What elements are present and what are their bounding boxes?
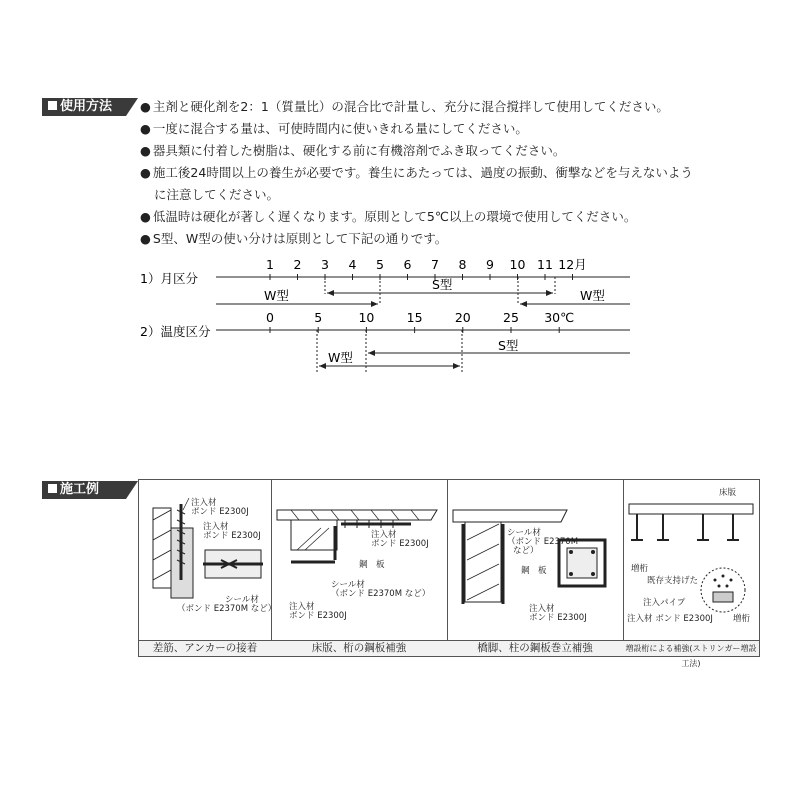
axis-tick-label: 8	[458, 257, 467, 272]
temp-w-label: W型	[328, 350, 353, 365]
usage-item: ● 施工後24時間以上の養生が必要です。養生にあたっては、過度の振動、衝撃などを与えないよう	[140, 165, 693, 180]
axis-tick-label: 4	[348, 257, 357, 272]
example-panel-anchor: 注入材 ボンド E2300J 注入材 ボンド E2300J シール材 （ボンド E2370M など） 差筋、アンカーの接着	[139, 480, 272, 656]
axis-tick-label: 7	[431, 257, 439, 272]
example-panel-slab: 注入材 ボンド E2300J 鋼 板 シール材 （ボンド E2370M など） 注入材 ボンド E2300J 床版、桁の鋼板補強	[271, 480, 448, 656]
example-panel-stringer: 床版 増桁 既存支持げた 注入パイプ 注入材 ボンド E2300J 増桁 増設桁による補強(ストリンガー増設工法)	[623, 480, 759, 656]
axis-tick-label: 5	[376, 257, 384, 272]
usage-item: ● S型、W型の使い分けは原則として下記の通りです。	[140, 231, 448, 246]
axis-tick-label: 30℃	[544, 310, 575, 325]
temp-chart-label: 2）温度区分	[140, 324, 211, 339]
usage-item: ● 低温時は硬化が著しく遅くなります。原則として5℃以上の環境で使用してください。	[140, 209, 637, 224]
axis-tick-label: 12月	[558, 257, 587, 272]
example-caption: 橋脚、柱の鋼板巻立補強	[447, 640, 623, 656]
month-w-label-left: W型	[264, 288, 289, 303]
axis-tick-label: 25	[503, 310, 519, 325]
axis-tick-label: 11	[537, 257, 553, 272]
month-chart-label: 1）月区分	[140, 271, 198, 286]
usage-item: ● 一度に混合する量は、可使時間内に使いきれる量にしてください。	[140, 121, 528, 136]
usage-item: ● 器具類に付着した樹脂は、硬化する前に有機溶剤でふき取ってください。	[140, 143, 566, 158]
axis-tick-label: 9	[486, 257, 494, 272]
axis-tick-label: 6	[403, 257, 412, 272]
month-s-label: S型	[432, 277, 453, 292]
axis-tick-label: 0	[266, 310, 274, 325]
usage-item: ● 主剤と硬化剤を2：1（質量比）の混合比で計量し、充分に混合撹拌して使用してください。	[140, 99, 669, 114]
example-panel-pier: シール材 （ボンド E2370M など） 鋼 板 注入材 ボンド E2300J 橋脚、柱の鋼板巻立補強	[447, 480, 624, 656]
example-caption: 差筋、アンカーの接着	[139, 640, 271, 656]
usage-heading: 使用方法	[42, 98, 126, 116]
axis-tick-label: 10	[509, 257, 526, 272]
axis-tick-label: 2	[293, 257, 302, 272]
example-caption: 床版、桁の鋼板補強	[271, 640, 447, 656]
square-marker-icon	[48, 484, 57, 493]
axis-tick-label: 10	[358, 310, 375, 325]
examples-panels	[138, 479, 760, 668]
example-caption: 増設桁による補強(ストリンガー増設工法)	[623, 640, 759, 656]
axis-tick-label: 1	[266, 257, 274, 272]
temp-s-label: S型	[498, 338, 519, 353]
usage-item-continuation: に注意してください。	[154, 187, 280, 202]
axis-tick-label: 20	[454, 310, 471, 325]
axis-tick-label: 15	[406, 310, 423, 325]
month-w-label-right: W型	[580, 288, 605, 303]
axis-tick-label: 5	[314, 310, 323, 325]
axis-tick-label: 3	[321, 257, 329, 272]
examples-heading: 施工例	[42, 481, 126, 499]
